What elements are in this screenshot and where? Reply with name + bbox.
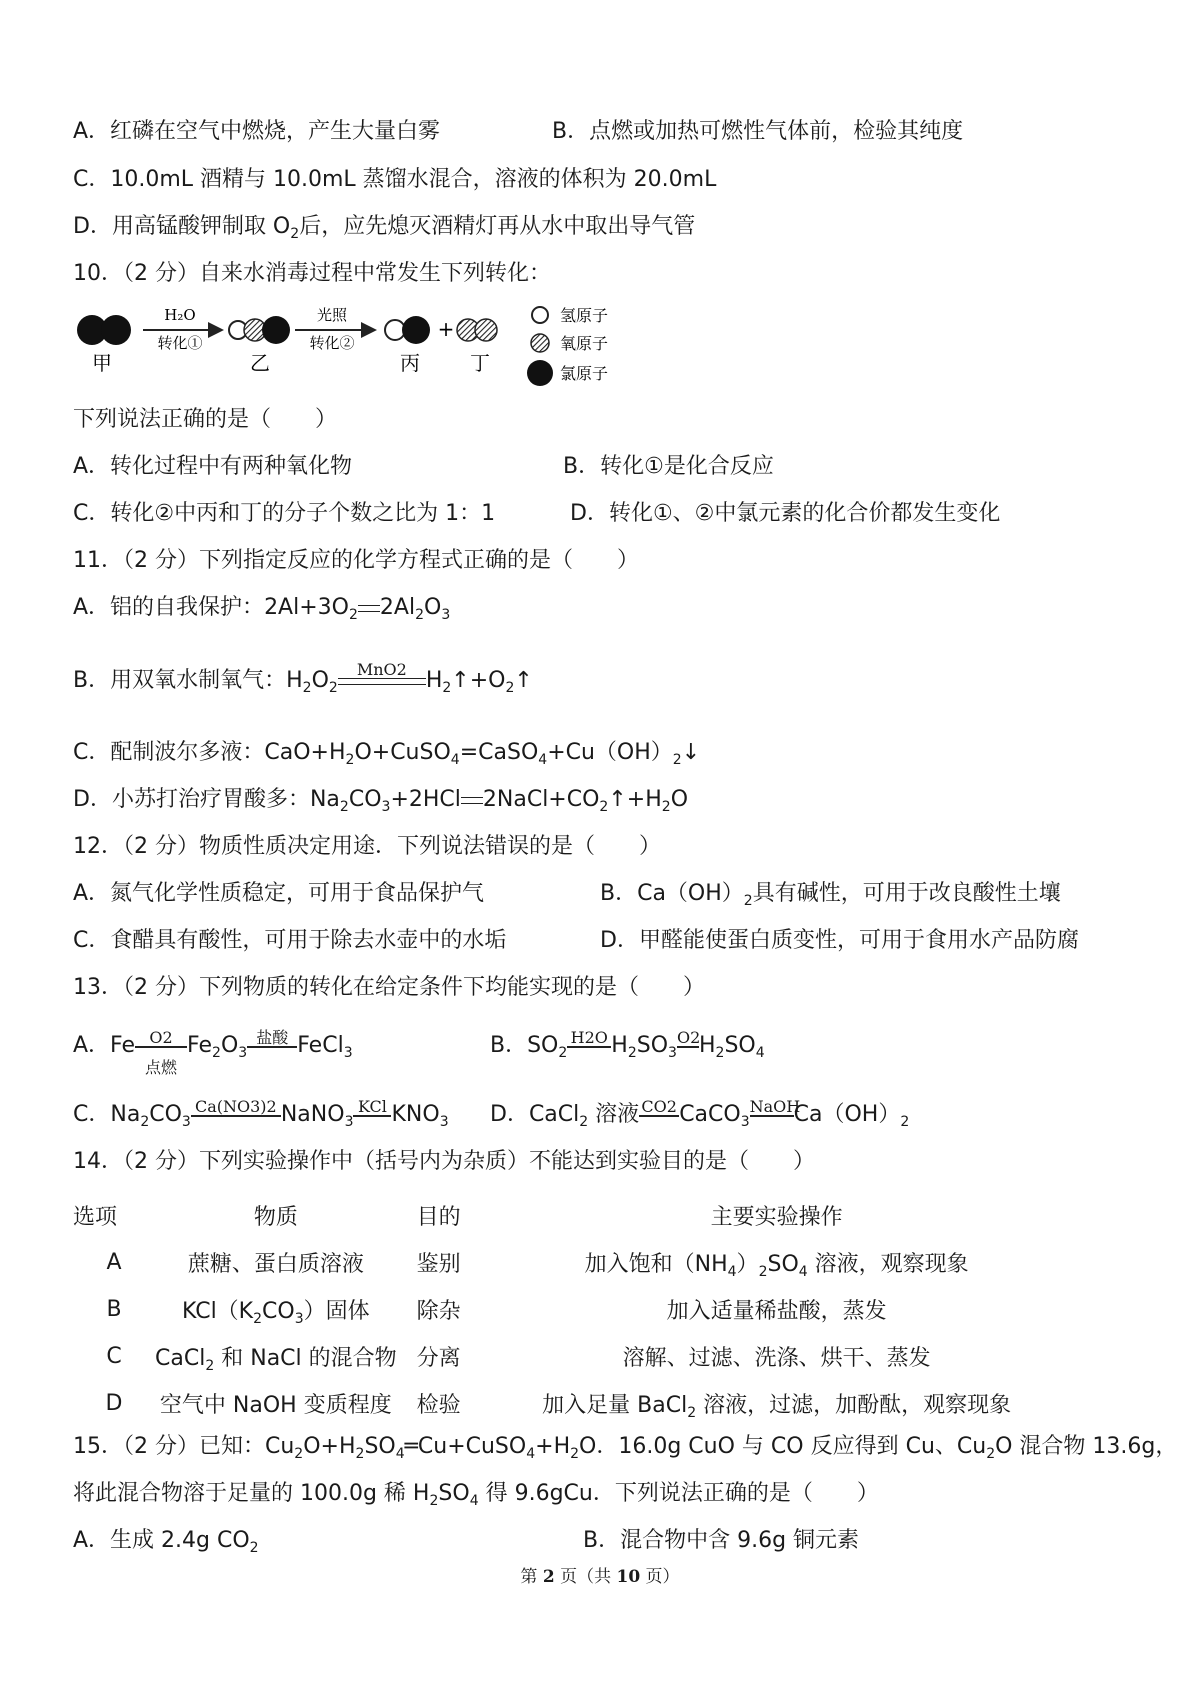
- table-row: C CaCl$_2$ 和 NaCl 的混合物 分离 溶解、过滤、洗涤、烘干、蒸发: [73, 1333, 1057, 1380]
- q15-stem-line1: 15．（2 分）已知：$Cu_2O+H_2SO_4═Cu+CuSO_4+H_2O$．16.0g CuO 与 CO 反应得到 Cu、$Cu_2O$ 混合物 13.6g，: [73, 1434, 1178, 1462]
- table-row: D 空气中 NaOH 变质程度 检验 加入足量 BaCl$_2$ 溶液，过滤，加酚酞，观察现象: [73, 1380, 1057, 1427]
- q12-stem: 12．（2 分）物质性质决定用途．下列说法错误的是（ ）: [73, 834, 661, 859]
- svg-text:氢原子: 氢原子: [560, 306, 609, 325]
- q10-option-d: D．转化①、②中氯元素的化合价都发生变化: [570, 501, 1001, 526]
- page-footer: 第 2 页（共 10 页）: [520, 1567, 680, 1587]
- q10-option-b: B．转化①是化合反应: [563, 454, 774, 479]
- molecule-yi: [229, 316, 290, 344]
- table-row: A 蔗糖、蛋白质溶液 鉴别 加入饱和$(NH_4)_2SO_4$ 溶液，观察现象: [73, 1239, 1057, 1286]
- q14-stem: 14．（2 分）下列实验操作中（括号内为杂质）不能达到实验目的是（ ）: [73, 1149, 815, 1174]
- q11-option-d: D．小苏打治疗胃酸多：$Na_2CO_3+2HCl$ $2NaCl+CO_2↑+H_2O$: [73, 787, 689, 815]
- svg-text:氧原子: 氧原子: [560, 334, 609, 353]
- q15-option-a: A．生成 2.4g $CO_2$: [73, 1528, 259, 1556]
- q10-stem: 10．（2 分）自来水消毒过程中常发生下列转化：: [73, 261, 551, 286]
- q13-option-b: B．$SO_2$ H2O $H_2SO_3$ O2 $H_2SO_4$: [490, 1027, 765, 1061]
- q14-row-c-substance: CaCl$_2$ 和 NaCl 的混合物: [155, 1346, 397, 1374]
- table-header-row: 选项 物质 目的 主要实验操作: [73, 1205, 843, 1230]
- q14-row-d-operation: 加入足量 BaCl$_2$ 溶液，过滤，加酚酞，观察现象: [542, 1393, 1012, 1421]
- q10-option-c: C．转化②中丙和丁的分子个数之比为 1：1: [73, 501, 496, 526]
- label-ding: 丁: [470, 351, 490, 375]
- svg-text:H₂O: H₂O: [164, 306, 196, 324]
- table-row: B $KCl(K_2CO_3)$固体 除杂 加入适量稀盐酸，蒸发: [73, 1286, 1057, 1333]
- q14-row-a-operation: 加入饱和$(NH_4)_2SO_4$ 溶液，观察现象: [584, 1252, 969, 1280]
- q13-option-d: D．CaCl$_2$ 溶液 CO2 CaCO$_3$ NaOH $Ca(OH)_2$: [490, 1096, 910, 1130]
- q10-option-a: A．转化过程中有两种氧化物: [73, 454, 353, 479]
- label-bing: 丙: [400, 351, 420, 375]
- svg-text:转化①: 转化①: [157, 334, 203, 352]
- q14-row-b-substance: $KCl(K_2CO_3)$固体: [181, 1299, 370, 1327]
- q11-option-c: C．配制波尔多液：$CaO+H_2O+CuSO_4=CaSO_4+Cu(OH)_2↓$: [73, 740, 701, 768]
- molecule-diagram: [70, 300, 710, 400]
- q12-option-d: D．甲醛能使蛋白质变性，可用于食用水产品防腐: [600, 928, 1079, 953]
- q9-option-c: C．10.0mL 酒精与 10.0mL 蒸馏水混合，溶液的体积为 20.0mL: [73, 167, 717, 192]
- q9-option-a: A．红磷在空气中燃烧，产生大量白雾: [73, 119, 441, 144]
- q15-option-b: B．混合物中含 9.6g 铜元素: [583, 1528, 860, 1553]
- q9-option-d: D．用高锰酸钾制取 $O_2$后，应先熄灭酒精灯再从水中取出导气管: [73, 214, 696, 242]
- q13-stem: 13．（2 分）下列物质的转化在给定条件下均能实现的是（ ）: [73, 975, 705, 1000]
- q10-prompt: 下列说法正确的是（ ）: [73, 407, 338, 432]
- label-yi: 乙: [250, 351, 270, 375]
- q11-option-b: B．用双氧水制氧气：$H_2O_2$ MnO2 $H_2↑+O_2↑$: [73, 660, 533, 696]
- q11-stem: 11．（2 分）下列指定反应的化学方程式正确的是（ ）: [73, 548, 639, 573]
- molecule-ding: [457, 319, 497, 341]
- q15-stem-line2: 将此混合物溶于足量的 100.0g 稀 $H_2SO_4$ 得 9.6gCu．下列说法正确的是（ ）: [73, 1481, 879, 1509]
- svg-text:+: +: [437, 317, 455, 341]
- svg-text:氯原子: 氯原子: [560, 364, 609, 383]
- diagram-legend: [527, 306, 608, 386]
- svg-text:转化②: 转化②: [309, 334, 355, 352]
- q9-option-b: B．点燃或加热可燃性气体前，检验其纯度: [552, 119, 964, 144]
- molecule-bing: [385, 316, 430, 344]
- svg-text:光照: 光照: [316, 306, 348, 324]
- label-jia: 甲: [92, 351, 112, 375]
- q12-option-a: A．氮气化学性质稳定，可用于食品保护气: [73, 881, 485, 906]
- q13-option-a: A．Fe O2 点燃 $Fe_2O_3$ 盐酸 FeCl$_3$: [73, 1027, 353, 1077]
- q12-option-c: C．食醋具有酸性，可用于除去水壶中的水垢: [73, 928, 507, 953]
- molecule-jia: [77, 315, 131, 345]
- q12-option-b: B．$Ca(OH)_2$具有碱性，可用于改良酸性土壤: [600, 881, 1061, 909]
- q11-option-a: A．铝的自我保护：$2Al+3O_2$ $2Al_2O_3$: [73, 595, 451, 623]
- q14-table: [73, 1192, 1057, 1427]
- q13-option-c: C．$Na_2CO_3$ Ca(NO3)2 NaNO$_3$ KCl $KNO_3$: [73, 1096, 449, 1130]
